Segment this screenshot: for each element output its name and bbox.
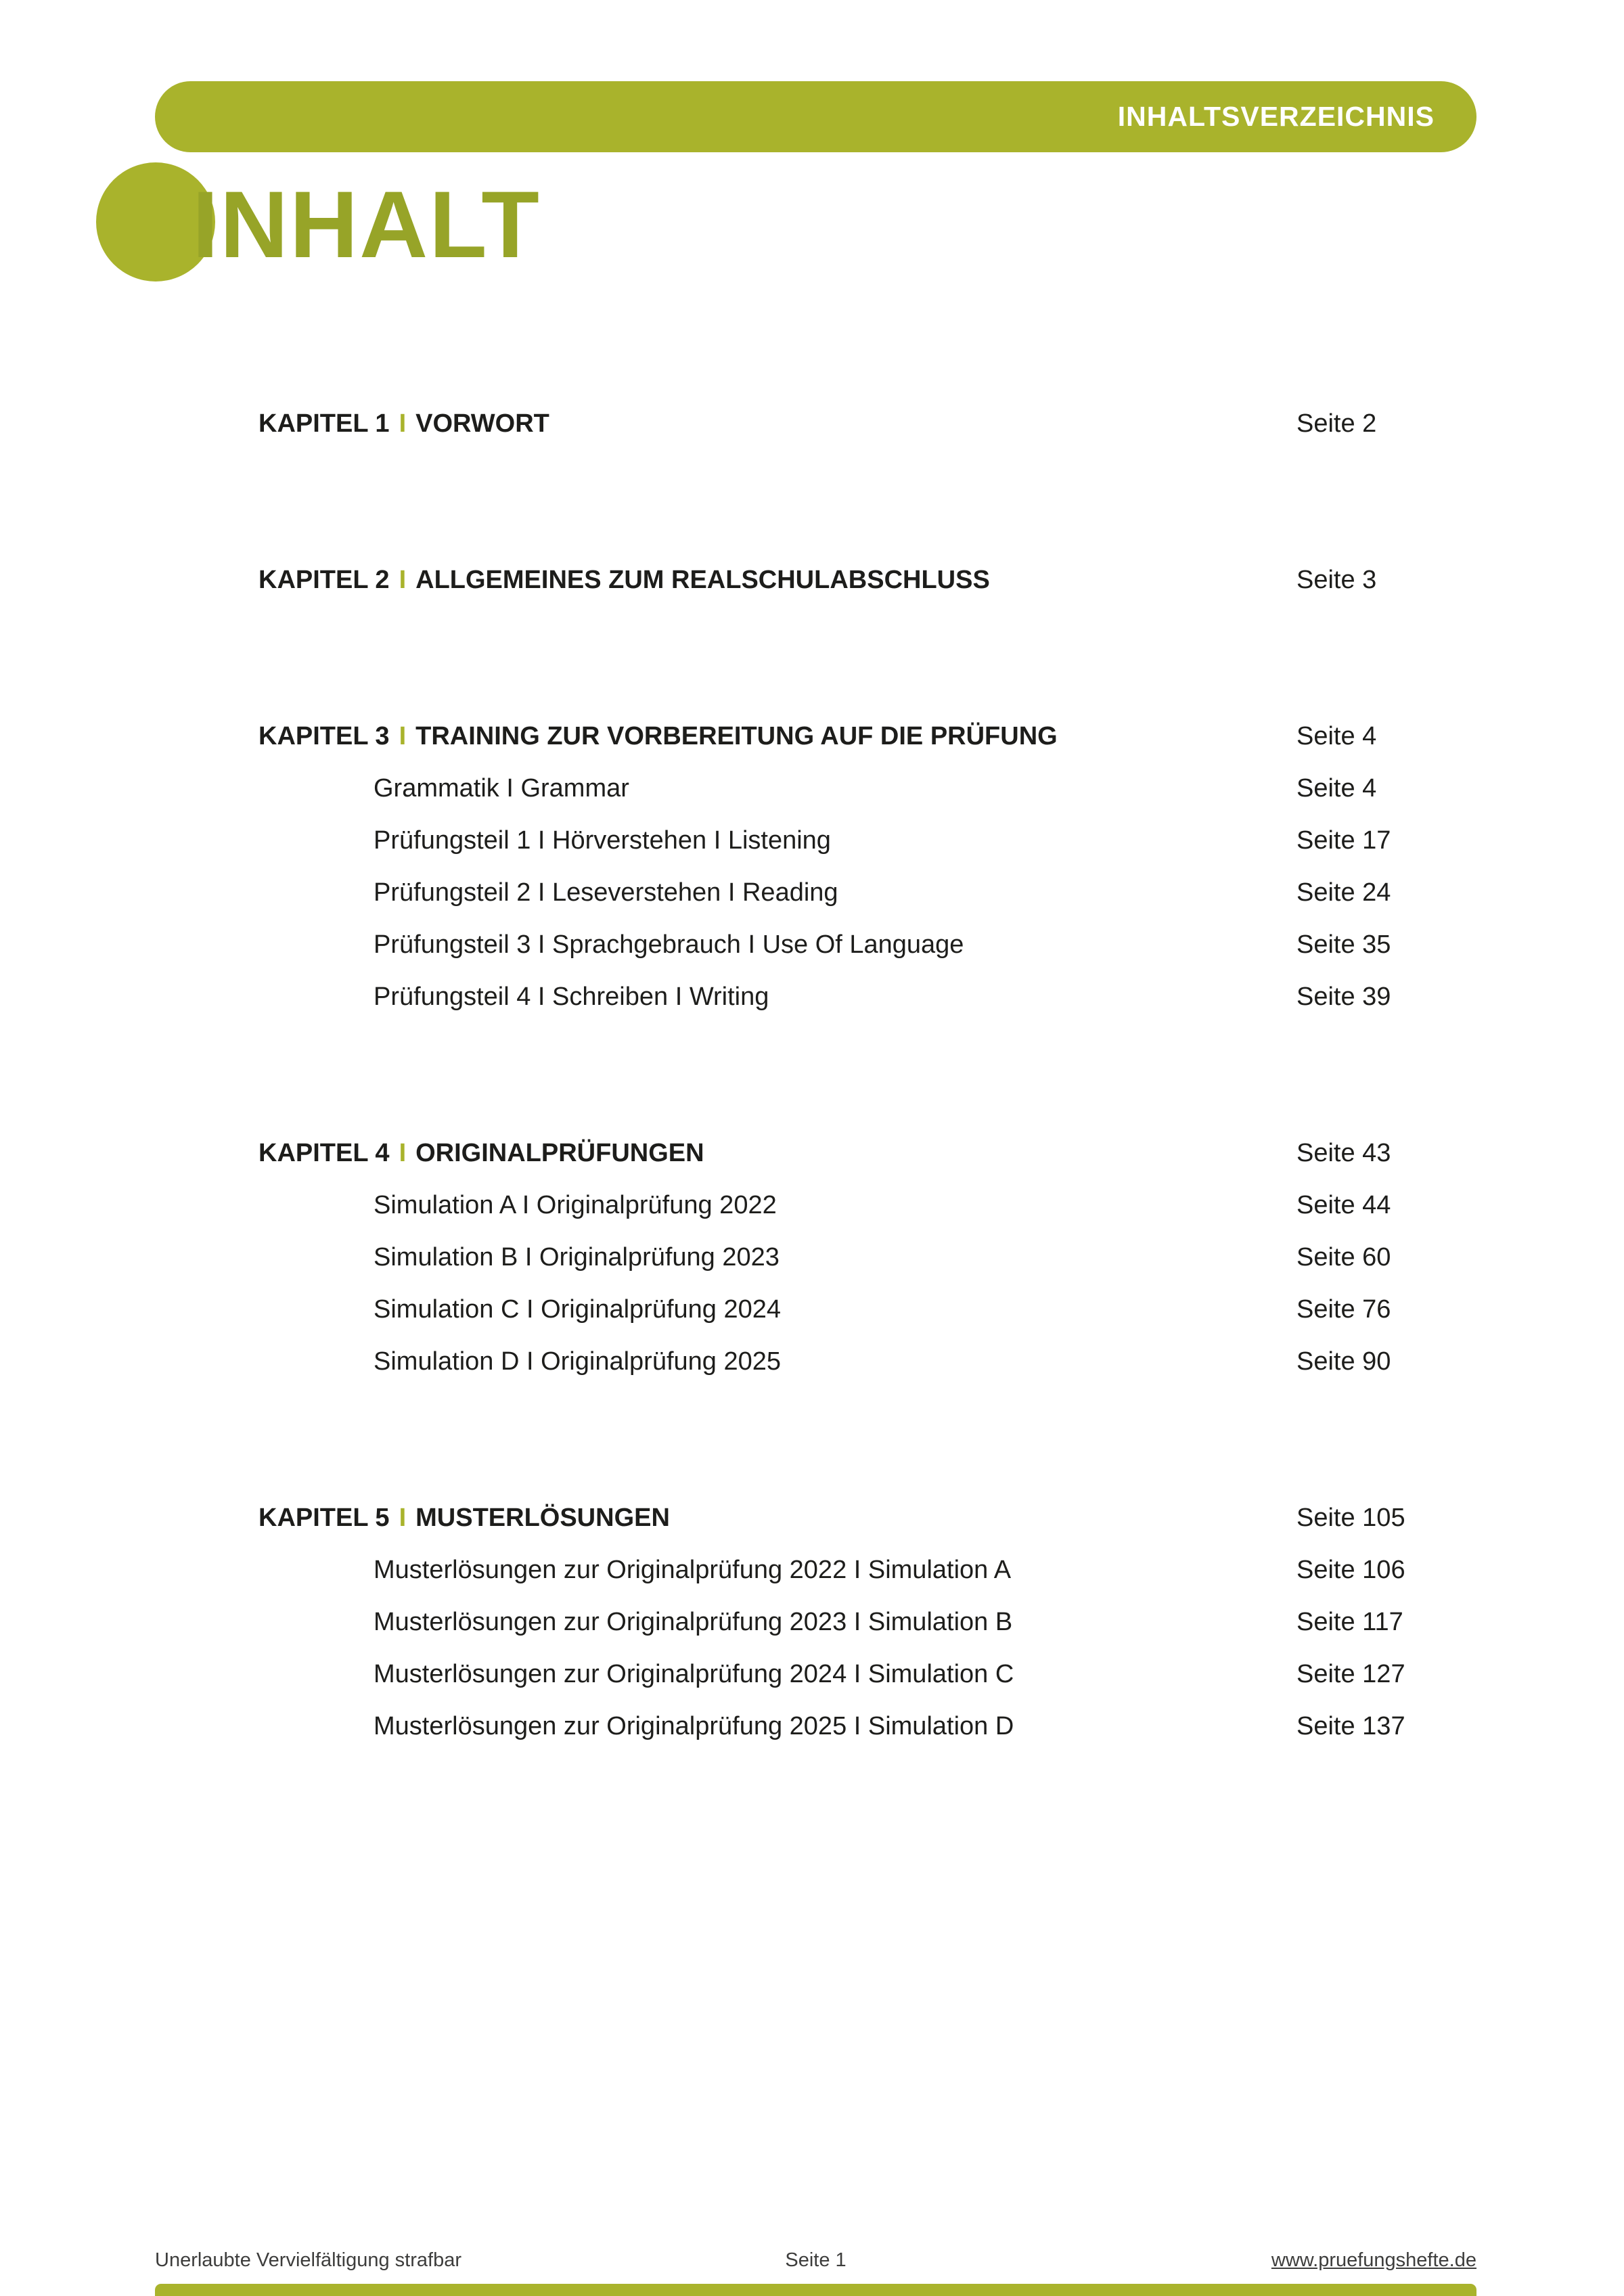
chapter-separator: I (399, 409, 407, 438)
toc-item-row (258, 1284, 1417, 1336)
toc-chapter-row (258, 398, 1417, 450)
toc-item-row (258, 1596, 1417, 1648)
item-label: Simulation D I Originalprüfung 2025 (374, 1347, 782, 1376)
chapter-number: KAPITEL 5 (258, 1504, 390, 1532)
chapter-title: TRAINING ZUR VORBEREITUNG AUF DIE PRÜFUNG (415, 722, 1058, 750)
chapter-title: MUSTERLÖSUNGEN (415, 1504, 670, 1532)
toc-item-row (258, 867, 1417, 919)
toc-item-row (258, 919, 1417, 971)
page-title: INHALT (192, 171, 541, 277)
chapter-label (258, 1492, 1296, 1544)
item-label: Prüfungsteil 3 I Sprachgebrauch I Use Of Language (374, 930, 964, 959)
item-label: Musterlösungen zur Originalprüfung 2023 I Simulation B (374, 1608, 1013, 1636)
toc-item-row (258, 1179, 1417, 1232)
chapter-separator: I (399, 566, 407, 594)
toc-section-kapitel-1 (258, 398, 1417, 450)
page-number: Seite 43 (1296, 1139, 1391, 1167)
toc-item-row (258, 815, 1417, 867)
chapter-label (258, 711, 1296, 763)
chapter-separator: I (399, 722, 407, 750)
item-label: Musterlösungen zur Originalprüfung 2025 I Simulation D (374, 1712, 1014, 1740)
footer-page-indicator: Seite 1 (785, 2249, 847, 2271)
toc-item-row (258, 1648, 1417, 1701)
toc-section-kapitel-2 (258, 554, 1417, 606)
page-number: Seite 105 (1296, 1504, 1405, 1532)
page-number: Seite 24 (1296, 878, 1391, 907)
chapter-number: KAPITEL 1 (258, 409, 390, 438)
footer-website-link[interactable]: www.pruefungshefte.de (1271, 2249, 1476, 2271)
footer-copyright-note: Unerlaubte Vervielfältigung strafbar (155, 2249, 461, 2271)
chapter-title: ALLGEMEINES ZUM REALSCHULABSCHLUSS (415, 566, 990, 594)
toc-item-row (258, 971, 1417, 1023)
toc-chapter-row (258, 1492, 1417, 1544)
page-number: Seite 60 (1296, 1243, 1391, 1271)
toc-item-row (258, 763, 1417, 815)
item-label: Musterlösungen zur Originalprüfung 2024 I Simulation C (374, 1660, 1014, 1688)
toc-item-row (258, 1544, 1417, 1596)
item-label: Simulation B I Originalprüfung 2023 (374, 1243, 780, 1271)
toc-section-kapitel-5 (258, 1492, 1417, 1753)
page-number: Seite 4 (1296, 774, 1377, 803)
page-number: Seite 106 (1296, 1556, 1405, 1584)
item-label: Prüfungsteil 2 I Leseverstehen I Reading (374, 878, 838, 907)
chapter-title: VORWORT (415, 409, 549, 438)
banner-label: INHALTSVERZEICHNIS (1117, 101, 1435, 132)
chapter-separator: I (399, 1139, 407, 1167)
page-number: Seite 44 (1296, 1191, 1391, 1219)
chapter-label (258, 1127, 1296, 1179)
item-label: Prüfungsteil 4 I Schreiben I Writing (374, 983, 769, 1011)
item-label: Musterlösungen zur Originalprüfung 2022 I Simulation A (374, 1556, 1012, 1584)
page-number: Seite 117 (1296, 1608, 1403, 1636)
page-number: Seite 137 (1296, 1712, 1405, 1740)
page-number: Seite 17 (1296, 826, 1391, 855)
bottom-accent-bar (155, 2284, 1476, 2296)
chapter-number: KAPITEL 2 (258, 566, 390, 594)
page-number: Seite 35 (1296, 930, 1391, 959)
page-number: Seite 127 (1296, 1660, 1405, 1688)
chapter-number: KAPITEL 4 (258, 1139, 390, 1167)
header-banner (155, 81, 1476, 152)
chapter-title: ORIGINALPRÜFUNGEN (415, 1139, 704, 1167)
toc-chapter-row (258, 1127, 1417, 1179)
page-number: Seite 4 (1296, 722, 1377, 750)
item-label: Grammatik I Grammar (374, 774, 629, 803)
toc-section-kapitel-4 (258, 1127, 1417, 1388)
toc-item-row (258, 1232, 1417, 1284)
page-number: Seite 76 (1296, 1295, 1391, 1324)
page-number: Seite 3 (1296, 566, 1377, 594)
toc-chapter-row (258, 711, 1417, 763)
chapter-label (258, 398, 1296, 450)
page-number: Seite 90 (1296, 1347, 1391, 1376)
item-label: Prüfungsteil 1 I Hörverstehen I Listening (374, 826, 831, 855)
chapter-separator: I (399, 1504, 407, 1532)
item-label: Simulation A I Originalprüfung 2022 (374, 1191, 777, 1219)
page-number: Seite 2 (1296, 409, 1377, 438)
chapter-number: KAPITEL 3 (258, 722, 390, 750)
toc-item-row (258, 1701, 1417, 1753)
page-footer (155, 2249, 1476, 2272)
page-number: Seite 39 (1296, 983, 1391, 1011)
toc-item-row (258, 1336, 1417, 1388)
toc-section-kapitel-3 (258, 711, 1417, 1023)
chapter-label (258, 554, 1296, 606)
item-label: Simulation C I Originalprüfung 2024 (374, 1295, 782, 1324)
table-of-contents (258, 398, 1417, 1857)
toc-chapter-row (258, 554, 1417, 606)
